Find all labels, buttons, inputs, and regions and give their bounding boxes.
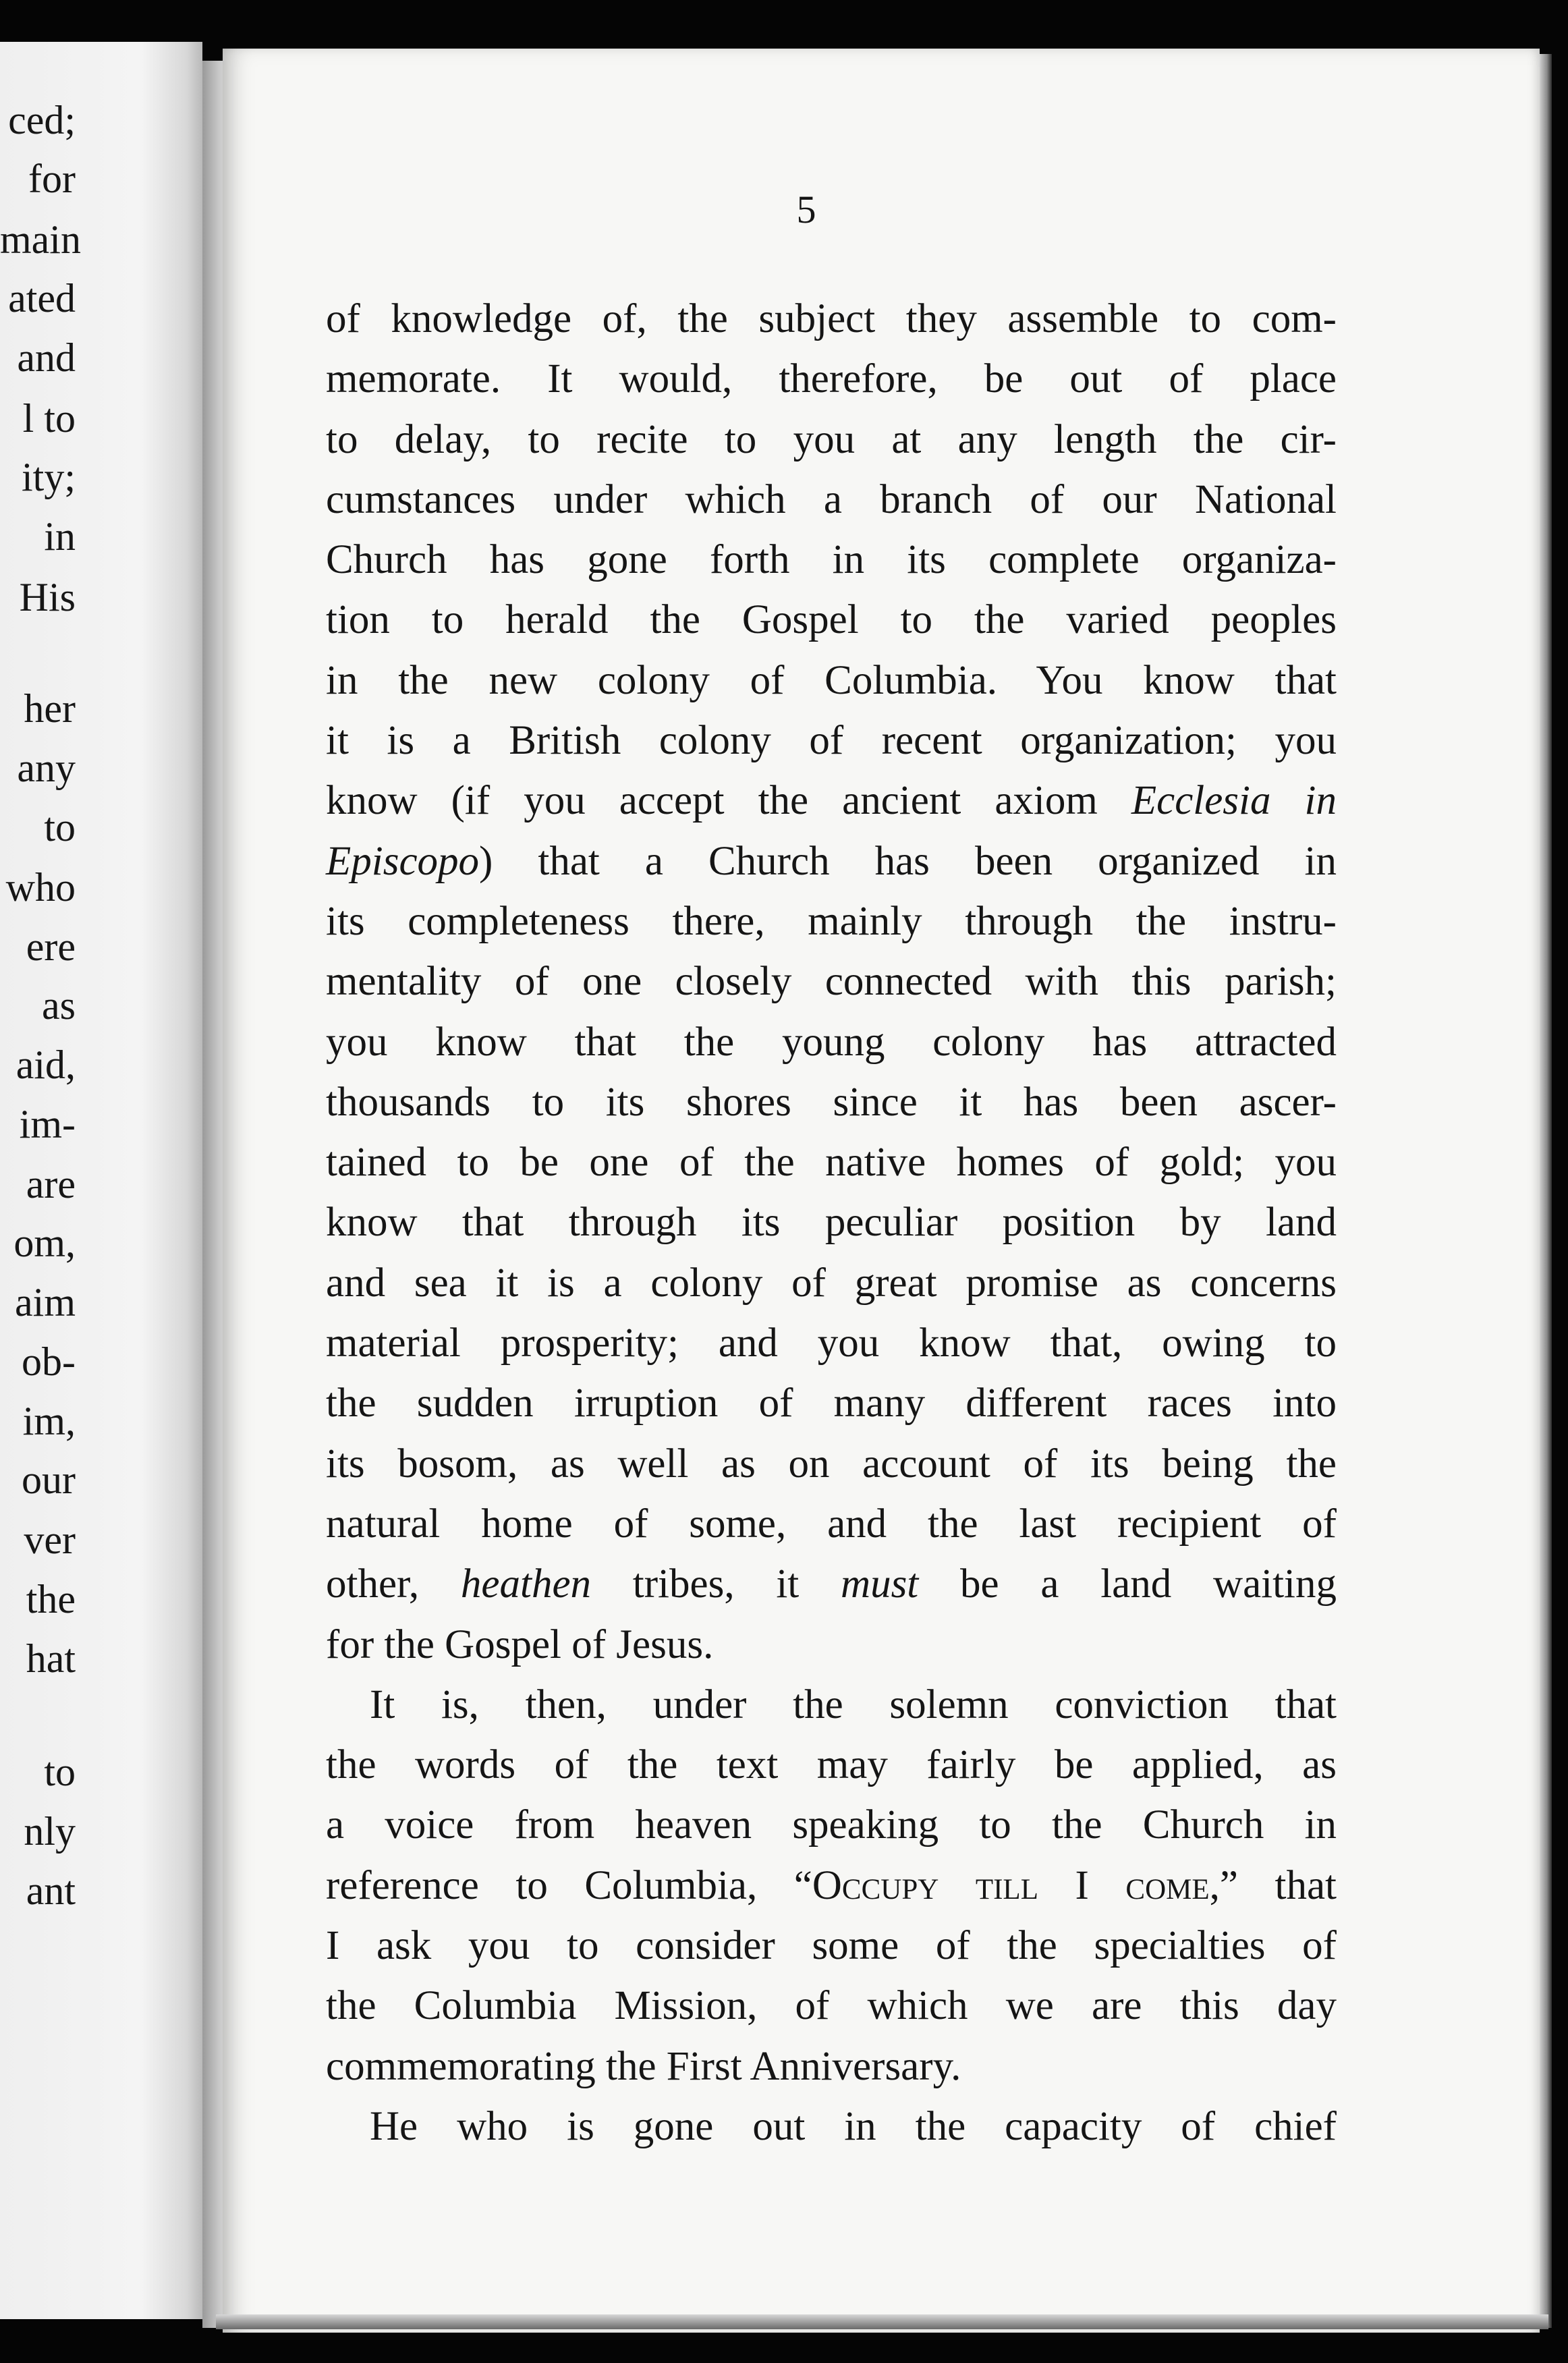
text-run: natural home of some, and the last recipient of xyxy=(326,1501,1337,1547)
left-page-fragment: as xyxy=(42,983,76,1028)
page-body-text xyxy=(326,289,1337,2157)
left-page-fragment: aid, xyxy=(16,1042,76,1087)
left-page-fragment: to xyxy=(44,1750,76,1794)
left-page-fragment: main xyxy=(0,217,81,262)
text-run: for the Gospel of Jesus. xyxy=(326,1621,714,1667)
text-line xyxy=(326,590,1337,650)
text-run: the Columbia Mission, of which we are this day xyxy=(326,1983,1337,2029)
text-run: its bosom, as well as on account of its being the xyxy=(326,1441,1337,1486)
text-line xyxy=(326,530,1337,590)
left-page-fragment: the xyxy=(26,1577,76,1621)
previous-page-edge xyxy=(0,42,202,2319)
left-page-fragment: any xyxy=(17,746,76,790)
left-page-fragment: ity; xyxy=(21,455,76,499)
text-line xyxy=(326,771,1337,831)
text-run: the words of the text may fairly be applied, as xyxy=(326,1742,1337,1788)
text-line xyxy=(326,1856,1337,1916)
text-run: to delay, to recite to you at any length the cir- xyxy=(326,416,1337,462)
small-caps-text: Occupy till I come xyxy=(812,1862,1210,1908)
left-page-fragment: her xyxy=(24,686,76,731)
italic-text: Ecclesia in xyxy=(1131,778,1337,824)
page-bottom-edge xyxy=(216,2314,1548,2329)
left-page-fragment: ant xyxy=(26,1868,76,1913)
text-run: tribes, it xyxy=(591,1561,841,1607)
left-page-fragment: ated xyxy=(8,276,76,321)
left-page-fragment: l to xyxy=(22,396,76,441)
text-line xyxy=(326,891,1337,951)
italic-text: Episcopo xyxy=(326,838,480,884)
text-line xyxy=(326,1976,1337,2036)
left-page-fragment: ced; xyxy=(8,98,76,142)
text-run: of knowledge of, the subject they assemble to com- xyxy=(326,296,1337,341)
text-run: It is, then, under the solemn conviction that xyxy=(370,1681,1337,1727)
italic-text: must xyxy=(841,1561,919,1607)
text-run: tained to be one of the native homes of gold; you xyxy=(326,1140,1337,1186)
text-line xyxy=(326,1916,1337,1976)
text-line xyxy=(326,1373,1337,1433)
text-run: the sudden irruption of many different races into xyxy=(326,1381,1337,1426)
text-run: cumstances under which a branch of our National xyxy=(326,476,1337,522)
text-run: mentality of one closely connected with this parish; xyxy=(326,959,1337,1005)
text-run: thousands to its shores since it has been ascer- xyxy=(326,1079,1337,1125)
left-page-fragment: om, xyxy=(13,1221,76,1265)
text-line xyxy=(326,2096,1337,2157)
text-run: I ask you to consider some of the specialties of xyxy=(326,1923,1337,1969)
left-page-fragment: and xyxy=(17,335,76,380)
left-page-fragment: in xyxy=(44,514,76,559)
text-line xyxy=(326,1434,1337,1494)
text-line xyxy=(326,470,1337,530)
text-run: memorate. It would, therefore, be out of place xyxy=(326,356,1337,402)
text-line xyxy=(326,1012,1337,1072)
text-run: in the new colony of Columbia. You know that xyxy=(326,657,1337,703)
text-line xyxy=(326,831,1337,891)
text-line xyxy=(326,1494,1337,1554)
text-line xyxy=(326,289,1337,349)
italic-text: heathen xyxy=(460,1561,592,1607)
text-line xyxy=(326,1313,1337,1373)
text-line xyxy=(326,711,1337,771)
left-page-fragment: nly xyxy=(24,1809,76,1854)
text-run: material prosperity; and you know that, owing to xyxy=(326,1320,1337,1366)
text-line xyxy=(326,1735,1337,1795)
text-line xyxy=(326,1192,1337,1252)
left-page-fragment: ver xyxy=(24,1518,76,1562)
text-run: Church has gone forth in its complete organiza- xyxy=(326,537,1337,583)
left-page-fragment: His xyxy=(19,575,76,619)
text-line xyxy=(326,410,1337,470)
text-line xyxy=(326,1072,1337,1132)
text-run: it is a British colony of recent organization; you xyxy=(326,718,1337,764)
text-run: be a land waiting xyxy=(918,1561,1337,1607)
left-page-fragment: ob- xyxy=(22,1339,76,1384)
text-line xyxy=(326,1132,1337,1192)
text-run: its completeness there, mainly through the instru- xyxy=(326,898,1337,944)
text-run: know that through its peculiar position by land xyxy=(326,1200,1337,1246)
text-line xyxy=(326,1675,1337,1735)
text-run: He who is gone out in the capacity of chief xyxy=(370,2103,1337,2149)
text-line xyxy=(326,951,1337,1011)
left-page-fragment: to xyxy=(44,805,76,850)
page-number: 5 xyxy=(796,188,816,231)
text-run: tion to herald the Gospel to the varied peoples xyxy=(326,597,1337,643)
left-page-fragment: hat xyxy=(26,1636,76,1681)
text-line xyxy=(326,349,1337,409)
left-page-fragment: im- xyxy=(19,1102,76,1146)
page-fore-edge xyxy=(1540,54,1552,2328)
text-run: know (if you accept the ancient axiom xyxy=(326,778,1131,824)
text-line xyxy=(326,1554,1337,1614)
text-run: a voice from heaven speaking to the Church in xyxy=(326,1802,1337,1848)
left-page-fragment: for xyxy=(28,157,76,201)
text-run: reference to Columbia, “ xyxy=(326,1862,812,1908)
left-page-fragment: our xyxy=(22,1457,76,1502)
left-page-fragment: aim xyxy=(15,1280,76,1325)
text-line xyxy=(326,650,1337,711)
text-line xyxy=(326,1615,1337,1675)
text-run: you know that the young colony has attracted xyxy=(326,1019,1337,1065)
left-page-fragment: ere xyxy=(26,924,76,969)
text-run: commemorating the First Anniversary. xyxy=(326,2043,961,2089)
text-run: and sea it is a colony of great promise as concerns xyxy=(326,1260,1337,1306)
left-page-fragment: are xyxy=(26,1162,76,1206)
left-page-fragment: im, xyxy=(22,1399,76,1443)
text-run: ,” that xyxy=(1209,1862,1337,1908)
text-run: other, xyxy=(326,1561,461,1607)
text-line xyxy=(326,2036,1337,2096)
text-line xyxy=(326,1795,1337,1855)
text-line xyxy=(326,1253,1337,1313)
text-run: ) that a Church has been organized in xyxy=(479,838,1337,884)
left-page-fragment: who xyxy=(5,865,76,910)
